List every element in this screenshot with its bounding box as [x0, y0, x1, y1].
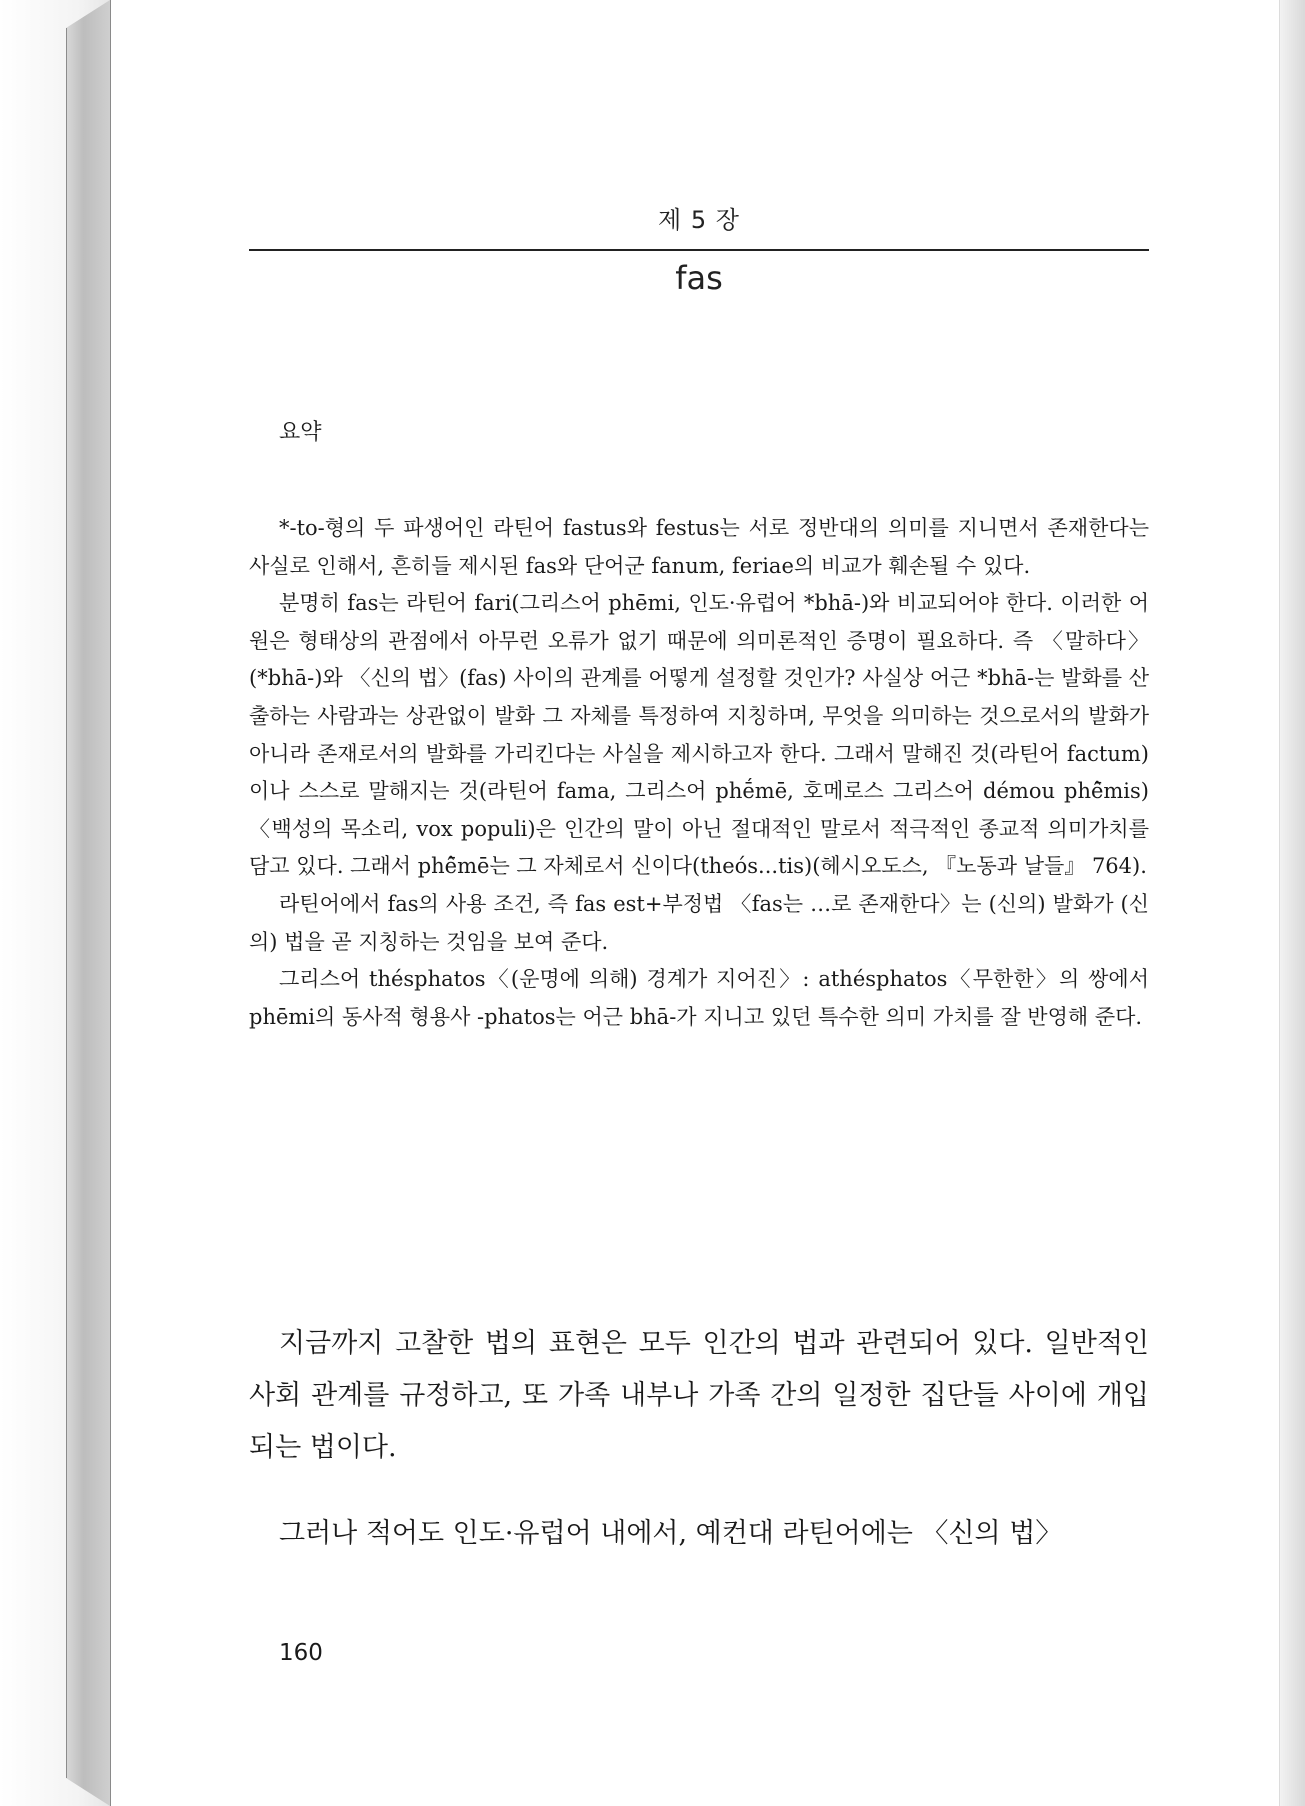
- body-paragraph: 그러나 적어도 인도·유럽어 내에서, 예컨대 라틴어에는 〈신의 법〉: [279, 1518, 1063, 1549]
- summary-paragraph: *-to-형의 두 파생어인 라틴어 fastus와 festus는 서로 정반대의 의미를 지니면서 존재한다는 사실로 인해서, 흔히들 제시된 fas와 단어군 fanum, feriae의 비교가 훼손될 수 있다.: [249, 516, 1149, 578]
- chapter-label: 제 5 장: [658, 206, 740, 234]
- book-page: [110, 0, 1280, 1806]
- right-edge-shadow: [1280, 0, 1305, 1806]
- spine-line: [66, 28, 67, 1778]
- page-stack-edge: [66, 0, 110, 1806]
- page-content: [249, 200, 1149, 1666]
- chapter-rule: [249, 249, 1149, 251]
- body-section: [249, 1318, 1149, 1594]
- summary-heading: 요약: [279, 420, 322, 445]
- summary-paragraph: 분명히 fas는 라틴어 fari(그리스어 phēmi, 인도·유럽어 *bhā-)와 비교되어야 한다. 이러한 어원은 형태상의 관점에서 아무런 오류가 없기 때문에 의미론적인 증명이 필요하다. 즉 〈말하다〉(*bhā-)와 〈신의 법〉(fas) 사이의 관계를 어떻게 설정할 것인가? 사실상 어근 *bhā-는 발화를 산출하는 사람과는 상관없이 발화 그 자체를 특정하여 지칭하며, 무엇을 의미하는 것으로서의 발화가 아니라 존재로서의 발화를 가리킨다는 사실을 제시하고자 한다. 그래서 말해진 것(라틴어 factum)이나 스스로 말해지는 것(라틴어 fama, 그리스어 phḗmē, 호메로스 그리스어 démou phê̄mis)〈백성의 목소리, vox populi)은 인간의 말이 아닌 절대적인 말로서 적극적인 종교적 의미가치를 담고 있다. 그래서 phê̄mē는 그 자체로서 신이다(theós...tis)(헤시오도스, 『노동과 날들』 764).: [249, 591, 1149, 879]
- body-paragraph: 지금까지 고찰한 법의 표현은 모두 인간의 법과 관련되어 있다. 일반적인 사회 관계를 규정하고, 또 가족 내부나 가족 간의 일정한 집단들 사이에 개입되는 법이다.: [249, 1328, 1149, 1463]
- summary-section: [249, 510, 1149, 1036]
- summary-paragraph: 라틴어에서 fas의 사용 조건, 즉 fas est+부정법 〈fas는 …로 존재한다〉는 (신의) 발화가 (신의) 법을 곧 지칭하는 것임을 보여 준다.: [249, 891, 1149, 954]
- summary-paragraph: 그리스어 thésphatos〈(운명에 의해) 경계가 지어진〉: athésphatos〈무한한〉의 쌍에서 phēmi의 동사적 형용사 -phatos는 어근 bhā-가 지니고 있던 특수한 의미 가치를 잘 반영해 준다.: [249, 967, 1149, 1029]
- page-number: 160: [279, 1640, 323, 1666]
- chapter-title: fas: [675, 259, 723, 297]
